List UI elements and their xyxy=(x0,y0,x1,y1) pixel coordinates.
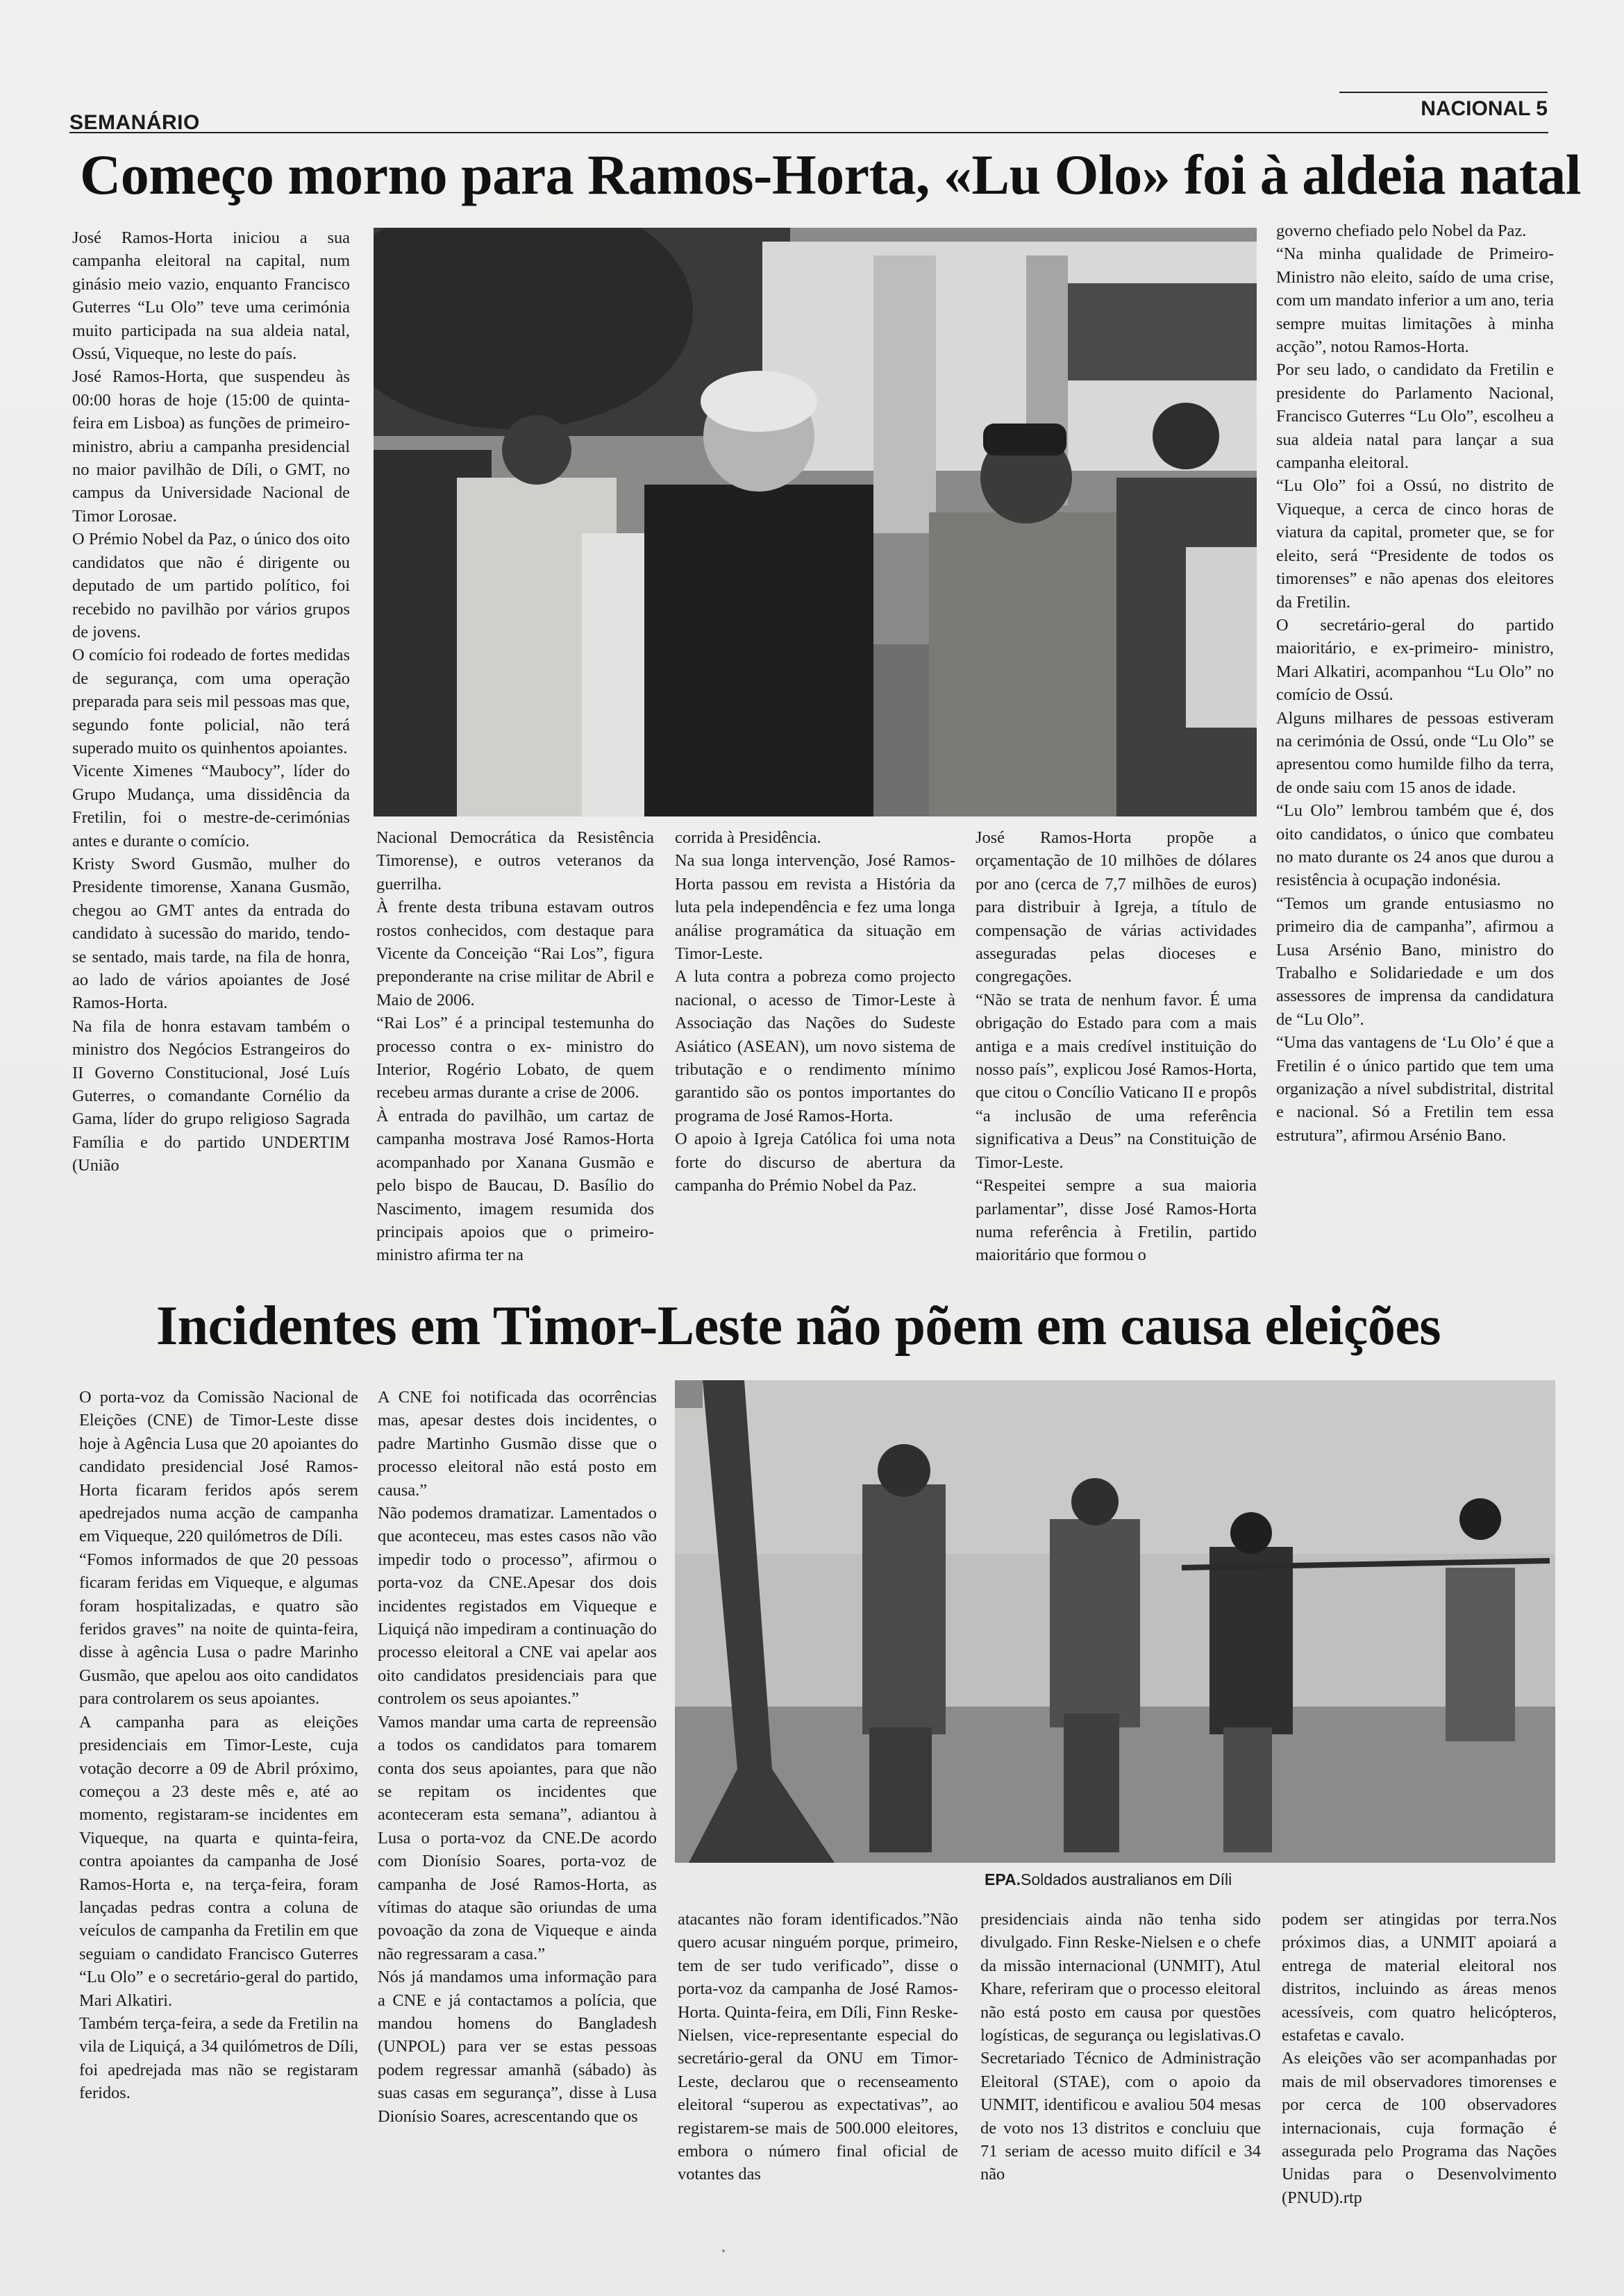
paragraph: Não podemos dramatizar. Lamentados o que aconteceu, mas estes casos não vão impedir todo o processo”, afirmou o porta-voz da CNE.Apesar dos dois incidentes registados em Viqueque e Liquiçá não impediram a continuação do processo eleitoral a CNE vai apelar aos oito candidatos presidenciais para que controlem os seus apoiantes.” xyxy=(378,1504,657,1709)
paragraph: corrida à Presidência. xyxy=(675,828,821,847)
article1-column-4 xyxy=(976,826,1257,1291)
paragraph: José Ramos-Horta, que suspendeu às 00:00 horas de hoje (15:00 de quinta-feira em Lisboa) as funções de primeiro-ministro, abriu a campanha presidencial no maior pavilhão de Díli, o GMT, no campus da Universidade Nacional de Timor Lorosae. xyxy=(72,367,350,526)
paragraph: “Não se trata de nenhum favor. É uma obrigação do Estado para com a mais antiga e a mais credível instituição do nosso país”, explicou José Ramos-Horta, que citou o Concílio Vaticano II e propôs “a inclusão de uma referência significativa a Deus” na Constituição de Timor-Leste. xyxy=(976,990,1257,1172)
paragraph: O apoio à Igreja Católica foi uma nota forte do discurso de abertura da campanha do Prémio Nobel da Paz. xyxy=(675,1130,955,1196)
paragraph: À entrada do pavilhão, um cartaz de campanha mostrava José Ramos-Horta acompanhado por Xanana Gusmão e pelo bispo de Baucau, D. Basílio do Nascimento, imagem resumida dos principais apoios que o primeiro-ministro afirma ter na xyxy=(376,1106,654,1265)
paragraph: José Ramos-Horta propõe a orçamentação de 10 milhões de dólares por ano (cerca de 7,7 milhões de euros) para distribuir à Igreja, a título de compensação de várias actividades asseguradas pelas dioceses e congregações. xyxy=(976,828,1257,987)
paragraph: Nacional Democrática da Resistência Timorense), e outros veteranos da guerrilha. xyxy=(376,828,654,894)
article2-column-2 xyxy=(378,1386,657,2219)
section-label-text: NACIONAL 5 xyxy=(1421,97,1548,120)
header-divider xyxy=(69,132,1548,133)
paragraph: “Temos um grande entusiasmo no primeiro dia de campanha”, afirmou a Lusa Arsénio Bano, ministro do Trabalho e Solidariedade e um dos assessores de imprensa da candidatura de “Lu Olo”. xyxy=(1276,894,1554,1029)
paper-speck xyxy=(722,2249,725,2252)
section-page-label xyxy=(1421,97,1548,121)
paragraph: presidenciais ainda não tenha sido divulgado. Finn Reske-Nielsen e o chefe da missão internacional (UNMIT), Atul Khare, referiram que o processo eleitoral não está posto em causa por questões logísticas, de segurança ou legislativas.O Secretariado Técnico de Administração Eleitoral (STAE), com o apoio da UNMIT, identificou e avaliou 504 mesas de voto nos 13 distritos e concluiu que 71 seriam de acesso muito difícil e 34 não xyxy=(980,1910,1261,2184)
paragraph: Por seu lado, o candidato da Fretilin e presidente do Parlamento Nacional, Francisco Guterres “Lu Olo”, escolheu a sua aldeia natal para lançar a sua campanha eleitoral. xyxy=(1276,360,1554,473)
paragraph: Alguns milhares de pessoas estiveram na cerimónia de Ossú, onde “Lu Olo” se apresentou como humilde filho da terra, de onde saiu com 15 anos de idade. xyxy=(1276,708,1554,797)
paragraph: atacantes não foram identificados.”Não quero acusar ninguém porque, primeiro, tem de ser tudo verificado”, disse o porta-voz da campanha de José Ramos-Horta. Quinta-feira, em Díli, Finn Reske-Nielsen, vice-representante especial do secretário-geral da ONU em Timor-Leste, declarou que o recenseamento eleitoral “superou as expectativas”, ao registarem-se mais de 500.000 eleitores, embora o número final oficial de votantes das xyxy=(678,1910,958,2184)
paragraph: “Uma das vantagens de ‘Lu Olo’ é que a Fretilin é o único partido que tem uma organização a nível subdistrital, distrital e nacional. Só a Fretilin tem essa estrutura”, afirmou Arsénio Bano. xyxy=(1276,1033,1554,1145)
photo-caption xyxy=(985,1870,1232,1889)
paragraph: À frente desta tribuna estavam outros rostos conhecidos, com destaque para Vicente da Conceição “Rai Los”, figura preponderante na crise militar de Abril e Maio de 2006. xyxy=(376,898,654,1009)
article2-column-4 xyxy=(980,1908,1261,2220)
paragraph: Na sua longa intervenção, José Ramos-Horta passou em revista a História da luta pela independência e fez uma longa análise programática da situação em Timor-Leste. xyxy=(675,851,955,964)
paragraph: As eleições vão ser acompanhadas por mais de mil observadores timorenses e por cerca de 100 observadores internacionais, cuja formação é assegurada pelo Programa das Nações Unidas para o Desenvolvimento (PNUD).rtp xyxy=(1282,2049,1557,2207)
article2-column-1 xyxy=(79,1386,358,2219)
paragraph: “Rai Los” é a principal testemunha do processo contra o ex- ministro do Interior, Rogério Lobato, de quem recebeu armas durante a crise de 2006. xyxy=(376,1014,654,1103)
paragraph: “Lu Olo” lembrou também que é, dos oito candidatos, o único que combateu no mato durante os 24 anos que durou a resistência à ocupação indonésia. xyxy=(1276,801,1554,890)
paragraph: José Ramos-Horta iniciou a sua campanha eleitoral na capital, num ginásio meio vazio, enquanto Francisco Guterres “Lu Olo” teve uma cerimónia muito participada na sua aldeia natal, Ossú, Viqueque, no leste do país. xyxy=(72,228,350,364)
paragraph: “Fomos informados de que 20 pessoas ficaram feridas em Viqueque, e algumas foram hospitalizadas, e quatro são feridos graves” na noite de quinta-feira, disse à agência Lusa o padre Marinho Gusmão, que apelou aos oito candidatos para controlarem os seus apoiantes. xyxy=(79,1550,358,1709)
paragraph: Vamos mandar uma carta de repreensão a todos os candidatos para tomarem conta dos seus apoiantes, para que não se repitam os incidentes que aconteceram esta semana”, adiantou à Lusa o porta-voz da CNE.De acordo com Dionísio Soares, porta-voz de campanha de José Ramos-Horta, as vítimas do ataque são oriundas de uma povoação da zona de Viqueque e ainda não regressaram a casa.” xyxy=(378,1712,657,1963)
paragraph: O porta-voz da Comissão Nacional de Eleições (CNE) de Timor-Leste disse hoje à Agência Lusa que 20 apoiantes do candidato presidencial José Ramos-Horta ficaram feridos após serem apedrejados numa acção de campanha em Viqueque, 220 quilómetros de Díli. xyxy=(79,1388,358,1546)
article1-column-5 xyxy=(1276,219,1554,1296)
article2-column-3 xyxy=(678,1908,958,2220)
paragraph: A luta contra a pobreza como projecto nacional, o acesso de Timor-Leste à Associação das Nações do Sudeste Asiático (ASEAN), um novo sistema de tributação e o rendimento mínimo garantido são os pontos importantes do programa de José Ramos-Horta. xyxy=(675,967,955,1125)
paragraph: Kristy Sword Gusmão, mulher do Presidente timorense, Xanana Gusmão, chegou ao GMT antes da entrada do candidato à sucessão do marido, tendo-se sentado, mais tarde, na fila de honra, ao lado de vários apoiantes de José Ramos-Horta. xyxy=(72,854,350,1013)
article1-photo xyxy=(374,228,1257,816)
paragraph: Nós já mandamos uma informação para a CNE e já contactamos a polícia, que mandou homens do Bangladesh (UNPOL) para ver se estas pessoas podem regressar amanhã (sábado) às suas casas em segurança”, disse à Lusa Dionísio Soares, acrescentando que os xyxy=(378,1968,657,2126)
soldiers-photo-illustration xyxy=(675,1380,1555,1863)
article1-column-2 xyxy=(376,826,654,1291)
paragraph: “Lu Olo” foi a Ossú, no distrito de Viqueque, a cerca de cinco horas de viatura da capital, prometer que, se for eleito, será “Presidente de todos os timorenses” e não apenas dos eleitores da Fretilin. xyxy=(1276,476,1554,612)
article2-column-5 xyxy=(1282,1908,1557,2220)
caption-text: Soldados australianos em Díli xyxy=(1020,1870,1232,1888)
crowd-photo-illustration xyxy=(374,228,1257,816)
paragraph: governo chefiado pelo Nobel da Paz. xyxy=(1276,221,1527,240)
article1-column-1 xyxy=(72,226,350,1296)
paragraph: A campanha para as eleições presidenciais em Timor-Leste, cuja votação decorre a 09 de Abril próximo, começou a 23 deste mês e, até ao momento, registaram-se incidentes em Viqueque, na quarta e quinta-feira, contra apoiantes da campanha de José Ramos-Horta e, na terça-feira, foram lançadas pedras contra a coluna de veículos de campanha da Fretilin em que seguiam o candidato Francisco Guterres “Lu Olo” e o secretário-geral do partido, Mari Alkatiri. xyxy=(79,1712,358,2010)
paragraph: O secretário-geral do partido maioritário, e ex-primeiro- ministro, Mari Alkatiri, acompanhou “Lu Olo” no comício de Ossú. xyxy=(1276,615,1554,705)
article2-headline: Incidentes em Timor-Leste não põem em causa eleições xyxy=(156,1296,1441,1357)
paragraph: Na fila de honra estavam também o ministro dos Negócios Estrangeiros do II Governo Constitucional, José Luís Guterres, o comandante Cornélio da Gama, líder do grupo religioso Sagrada Família e do partido UNDERTIM (União xyxy=(72,1016,350,1175)
article2-photo xyxy=(675,1380,1555,1863)
article1-headline: Começo morno para Ramos-Horta, «Lu Olo» foi à aldeia natal xyxy=(80,143,1582,206)
paragraph: O comício foi rodeado de fortes medidas de segurança, com uma operação preparada para seis mil pessoas mas que, segundo fonte policial, não terá superado muito os quinhentos apoiantes. xyxy=(72,646,350,757)
paragraph: “Na minha qualidade de Primeiro-Ministro não eleito, saído de uma crise, com um mandato inferior a um ano, teria sempre muitas limitações à minha acção”, notou Ramos-Horta. xyxy=(1276,244,1554,357)
publication-name: SEMANÁRIO xyxy=(69,111,200,134)
paragraph: A CNE foi notificada das ocorrências mas, apesar destes dois incidentes, o padre Martinho Gusmão disse que o processo eleitoral não está posto em causa.” xyxy=(378,1388,657,1500)
paragraph: podem ser atingidas por terra.Nos próximos dias, a UNMIT apoiará a entrega de material eleitoral nos distritos, incluindo as áreas menos acessíveis, com quatro helicópteros, estafetas e cavalo. xyxy=(1282,1910,1557,2045)
paragraph: O Prémio Nobel da Paz, o único dos oito candidatos que não é dirigente ou deputado de um partido político, foi recebido no pavilhão por vários grupos de jovens. xyxy=(72,530,350,642)
caption-credit: EPA. xyxy=(985,1870,1021,1888)
paragraph: “Respeitei sempre a sua maioria parlamentar”, disse José Ramos-Horta numa referência à Fretilin, partido maioritário que formou o xyxy=(976,1176,1257,1265)
paragraph: Também terça-feira, a sede da Fretilin na vila de Liquiçá, a 34 quilómetros de Díli, foi apedrejada mas não se registaram feridos. xyxy=(79,2013,358,2103)
section-rule xyxy=(1339,92,1548,93)
article1-column-3 xyxy=(675,826,955,1291)
paragraph: Vicente Ximenes “Maubocy”, líder do Grupo Mudança, uma dissidência da Fretilin, foi o mestre-de-cerimónias antes e durante o comício. xyxy=(72,762,350,850)
